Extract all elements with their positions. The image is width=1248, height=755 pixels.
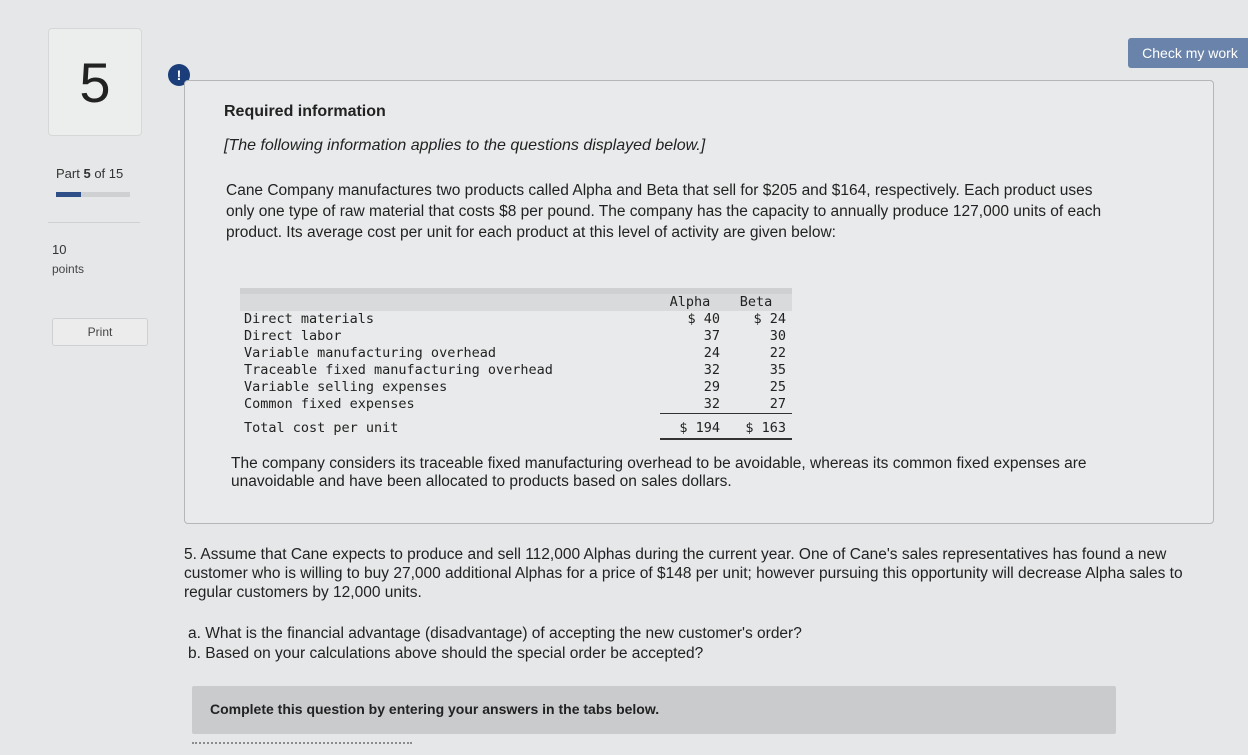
- part-prefix: Part: [56, 166, 80, 181]
- column-header-alpha: Alpha: [660, 291, 726, 311]
- points-value: 10: [52, 242, 67, 257]
- beta-value: 22: [769, 345, 786, 361]
- required-info-subtitle: [The following information applies to the questions displayed below.]: [224, 137, 706, 154]
- alert-icon: !: [168, 64, 190, 86]
- alpha-value: 24: [703, 345, 720, 361]
- answer-tabs-edge: [192, 742, 412, 755]
- sub-question-b: b. Based on your calculations above should the special order be accepted?: [188, 645, 704, 662]
- table-row: [240, 311, 792, 328]
- row-label: Direct labor: [244, 328, 342, 344]
- total-label: Total cost per unit: [244, 419, 399, 436]
- row-label: Common fixed expenses: [244, 396, 415, 413]
- alpha-value: 32: [703, 362, 720, 378]
- row-label: Variable selling expenses: [244, 379, 448, 395]
- table-header-row: [240, 291, 792, 311]
- beta-value: 35: [769, 362, 786, 378]
- alpha-value: 32: [703, 396, 720, 412]
- question-text: 5. Assume that Cane expects to produce and sell 112,000 Alphas during the current year. One of Cane's sales representatives has found a new customer who is willing to buy 27,000 additional Alphas for a price of $148 per unit; however pursuing this opportunity will decrease Alpha sales to regular customers by 12,000 units.: [184, 546, 1183, 601]
- question-number-box: [48, 28, 142, 136]
- beta-value: 30: [769, 328, 786, 344]
- alpha-value: $ 40: [687, 311, 720, 327]
- table-total-row: [240, 414, 792, 440]
- sidebar-divider: [48, 222, 140, 223]
- overhead-note: The company considers its traceable fixed manufacturing overhead to be avoidable, whereas its common fixed expenses are unavoidable and have been allocated to products based on sales dollars.: [231, 455, 1087, 490]
- check-my-work-button[interactable]: Check my work: [1128, 38, 1248, 68]
- beta-value: 27: [769, 396, 786, 412]
- part-current: 5: [83, 166, 91, 181]
- sub-question-a: a. What is the financial advantage (disadvantage) of accepting the new customer's order?: [188, 625, 802, 642]
- cost-per-unit-table: [240, 288, 792, 440]
- alpha-value: 29: [703, 379, 720, 395]
- points-label: points: [52, 262, 85, 276]
- beta-value: 25: [769, 379, 786, 395]
- required-info-title: Required information: [224, 103, 386, 120]
- row-label: Variable manufacturing overhead: [244, 345, 496, 361]
- part-progress-bar: [56, 192, 130, 197]
- sub-questions: [188, 624, 1088, 664]
- table-row: [240, 362, 792, 379]
- instruction-text: Complete this question by entering your answers in the tabs below.: [210, 701, 660, 717]
- table-row: [240, 379, 792, 396]
- alpha-total: $ 194: [660, 414, 726, 440]
- beta-value: $ 24: [753, 311, 786, 327]
- table-row: [240, 328, 792, 345]
- table-row: [240, 396, 792, 414]
- print-button[interactable]: Print: [52, 318, 148, 346]
- question-number: 5: [79, 50, 111, 114]
- part-progress-fill: [56, 192, 81, 197]
- row-label: Traceable fixed manufacturing overhead: [244, 362, 553, 378]
- table-row: [240, 345, 792, 362]
- beta-total: $ 163: [726, 414, 792, 440]
- part-total: of 15: [94, 166, 124, 181]
- column-header-beta: Beta: [726, 291, 792, 311]
- intro-paragraph: Cane Company manufactures two products called Alpha and Beta that sell for $205 and $164, respectively. Each product uses only one type of raw material that costs $8 per pound. The company has the capacity to annually produce 127,000 units of each product. Its average cost per unit for each product at this level of activity are given below:: [226, 182, 1102, 241]
- alpha-value: 37: [703, 328, 720, 344]
- table-header-blank: [240, 291, 660, 311]
- part-indicator: [56, 166, 123, 181]
- row-label: Direct materials: [244, 311, 375, 327]
